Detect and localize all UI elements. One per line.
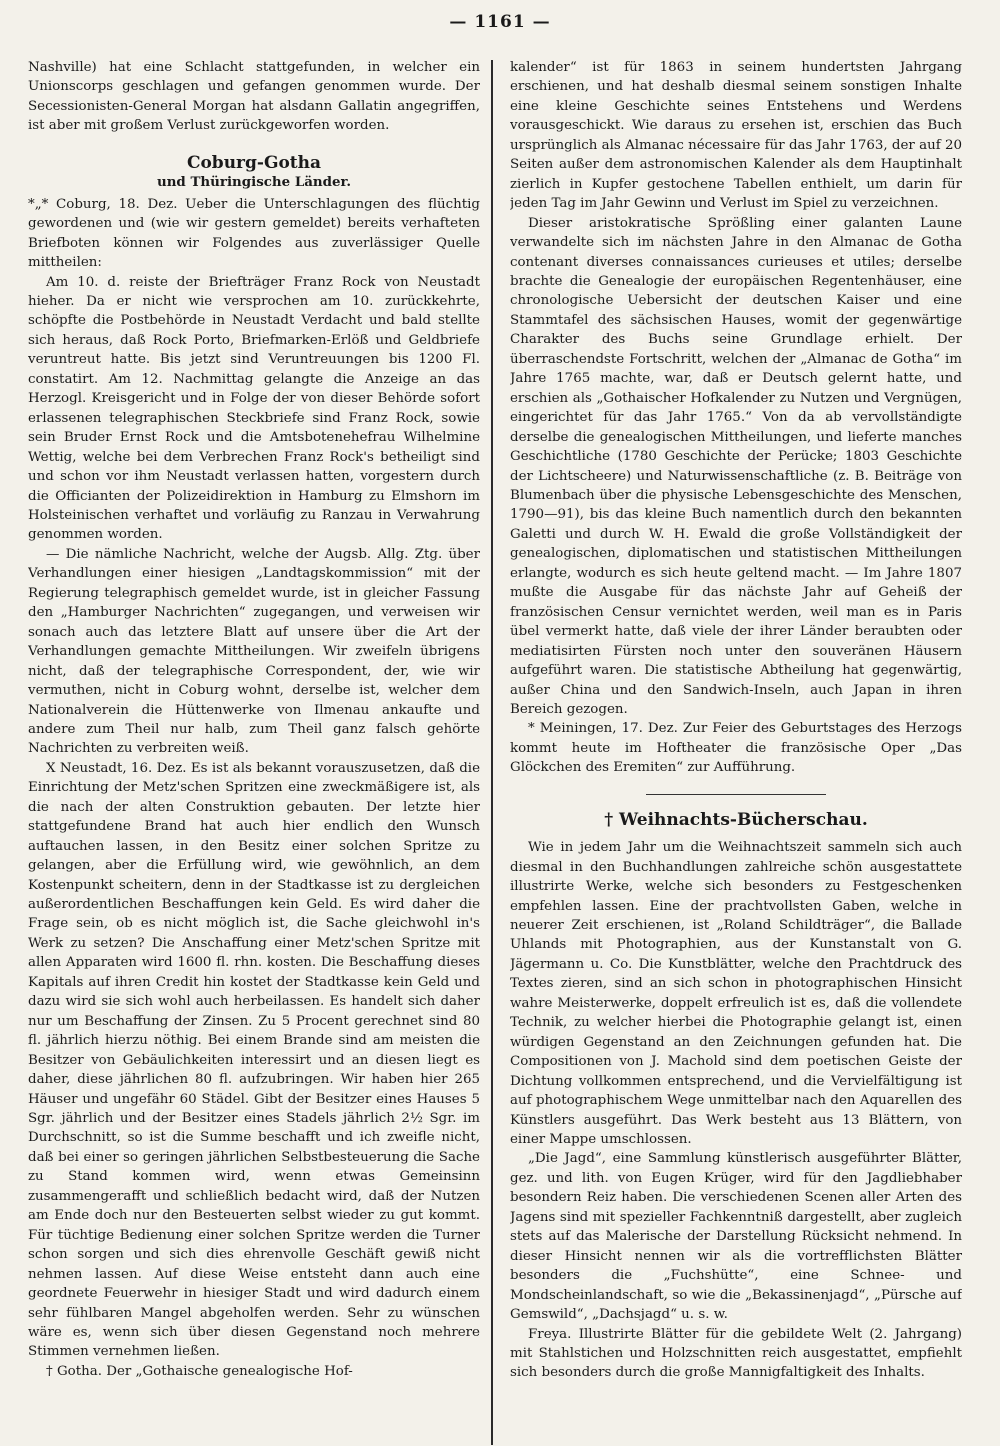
paragraph: * Meiningen, 17. Dez. Zur Feier des Geburtstages des Herzogs kommt heute im Hoftheater die französische Oper „Das Glöckchen des Eremiten“ zur Aufführung. (510, 721, 962, 776)
paragraph: Am 10. d. reiste der Briefträger Franz Rock von Neustadt hieher. Da er nicht wie versprochen am 10. zurückkehrte, schöpfte die Postbehörde in Neustadt Verdacht und bald stellte sich heraus, daß Rock Porto, Briefmarken-Erlöß und Geldbriefe veruntreut hatte. Bis jetzt sind Veruntreuungen bis 1200 Fl. constatirt. Am 12. Nachmittag gelangte die Anzeige an das Herzogl. Kreisgericht und in Folge der von dieser Behörde sofort erlassenen telegraphischen Steckbriefe sind Franz Rock, sowie sein Bruder Ernst Rock und die Amtsbotenehefrau Wilhelmine Wettig, welche bei dem Verbrechen Franz Rock's betheiligt sind und schon vor ihm Neustadt verlassen hatten, vorgestern durch die Officianten der Polizeidirektion in Hamburg zu Elmshorn im Holsteinischen verhaftet und vorläufig zu Ranzau in Verwahrung genommen worden. (28, 274, 480, 543)
page-number: — 1161 — (449, 12, 551, 32)
paragraph: X Neustadt, 16. Dez. Es ist als bekannt vorauszusetzen, daß die Einrichtung der Metz'schen Spritzen eine zweckmäßigere ist, als die nach der alten Construktion gebauten. Der letzte hier stattgefundene Brand hat auch hier endlich den Wunsch auftauchen lassen, in den Besitz einer solchen Spritze zu gelangen, aber die Erfüllung wird, wie gewöhnlich, an dem Kostenpunkt scheitern, denn in der Stadtkasse ist zu dergleichen außerordentlichen Beschaffungen kein Geld. Es wird daher die Frage sein, ob es nicht möglich ist, die Sache gleichwohl in's Werk zu setzen? Die Anschaffung einer Metz'schen Spritze mit allen Apparaten wird 1600 fl. rhn. kosten. Die Beschaffung dieses Kapitals auf ihren Credit hin kostet der Stadtkasse kein Geld und dazu wird sie sich wohl auch herbeilassen. Es handelt sich daher nur um Beschaffung der Zinsen. Zu 5 Procent gerechnet sind 80 fl. jährlich hierzu nöthig. Bei einem Brande sind am meisten die Besitzer von Gebäulichkeiten interessirt und an diesen liegt es daher, diese jährlichen 80 fl. aufzubringen. Wir haben hier 265 Häuser und ungefähr 60 Städel. Gibt der Besitzer eines Hauses 5 Sgr. jährlich und der Besitzer eines Stadels jährlich 2½ Sgr. im Durchschnitt, so ist die Summe beschafft und ich zweifle nicht, daß bei einer so geringen jährlichen Selbstbesteuerung die Sache zu Stand kommen wird, wenn etwas Gemeinsinn zusammengerafft und schließlich bedacht wird, daß der Nutzen am Ende doch nur den Besteuerten selbst wieder zu gut kommt. Für tüchtige Bedienung einer solchen Spritze werden die Turner schon sorgen und sich dies ehrenvolle Geschäft gewiß nicht nehmen lassen. Auf diese Weise entsteht dann auch eine geordnete Feuerwehr in hiesiger Stadt und wird dadurch einem sehr fühlbaren Mangel abgeholfen werden. Sehr zu wünschen wäre es, wenn sich über diesen Gegenstand noch mehrere Stimmen vernehmen ließen. (28, 760, 480, 1360)
left-column (28, 58, 480, 1438)
section-title: Coburg-Gotha (186, 152, 322, 173)
paragraph: „Die Jagd“, eine Sammlung künstlerisch ausgeführter Blätter, gez. und lith. von Eugen Krüger, wird für den Jagdliebhaber besondern Reiz haben. Die verschiedenen Scenen aller Arten des Jagens sind mit spezieller Fachkenntniß dargestellt, aber zugleich stets auf das Malerische der Darstellung Rücksicht nehmend. In dieser Hinsicht nennen wir als die vortrefflichsten Blätter besonders die „Fuchshütte“, eine Schnee- und Mondscheinlandschaft, so wie die „Bekassinenjagd“, „Pürsche auf Gemswild“, „Dachsjagd“ u. s. w. (510, 1151, 962, 1323)
paragraph: — Die nämliche Nachricht, welche der Augsb. Allg. Ztg. über Verhandlungen einer hiesigen „Landtagskommission“ mit der Regierung telegraphisch gemeldet wurde, ist in gleicher Fassung den „Hamburger Nachrichten“ zugegangen, und verweisen wir sonach auch das letztere Blatt auf unsere über die Art der Verhandlungen gemachte Mittheilungen. Wir zweifeln übrigens nicht, daß der telegraphische Correspondent, der, wie wir vermuthen, nicht in Coburg wohnt, derselbe ist, welcher dem Nationalverein die Hüttenwerke von Ilmenau ankaufte und andere zum Theil nur halb, zum Theil ganz falsch gehörte Nachrichten zu verbreiten weiß. (28, 546, 480, 757)
paragraph: Freya. Illustrirte Blätter für die gebildete Welt (2. Jahrgang) mit Stahlstichen und Holzschnitten reich ausgestattet, empfiehlt sich besonders durch die große Mannigfaltigkeit des Inhalts. (510, 1326, 962, 1381)
paragraph: † Gotha. Der „Gothaische genealogische Hof- (46, 1363, 353, 1379)
section-title: † Weihnachts-Bücherschau. (604, 809, 868, 830)
paragraph: Nashville) hat eine Schlacht stattgefunden, in welcher ein Unionscorps geschlagen und gefangen genommen wurde. Der Secessionisten-General Morgan hat alsdann Gallatin angegriffen, ist aber mit großem Verlust zurückgeworfen worden. (28, 60, 480, 134)
paragraph: Dieser aristokratische Sprößling einer galanten Laune verwandelte sich im nächsten Jahre in den Almanac de Gotha contenant diverses connaissances curieuses et utiles; derselbe brachte die Genealogie der europäischen Regentenhäuser, eine chronologische Uebersicht der deutschen Kaiser und eine Stammtafel des sächsischen Hauses, womit der gegenwärtige Charakter des Buchs seine Grundlage erhielt. Der überraschendste Fortschritt, welchen der „Almanac de Gotha“ im Jahre 1765 machte, war, daß er Deutsch gelernt hatte, und erschien als „Gothaischer Hofkalender zu Nutzen und Vergnügen, eingerichtet für das Jahr 1765.“ Von da ab vervollständigte derselbe die genealogischen Mittheilungen, und lieferte manches Geschichtliche (1780 Geschichte der Perücke; 1803 Geschichte der Lichtscheere) und Naturwissenschaftliche (z. B. Beiträge von Blumenbach über die physische Lebensgeschichte des Menschen, 1790—91), bis das kleine Buch namentlich durch den bekannten Galetti und durch W. H. Ewald die große Vollständigkeit der genealogischen, diplomatischen und statistischen Mittheilungen erlangte, wodurch es sich heute geltend macht. — Im Jahre 1807 mußte die Ausgabe für das nächste Jahr auf Geheiß der französischen Censur vernichtet werden, weil man es in Paris übel vermerkt hatte, daß viele der ihrer Länder beraubten oder mediatisirten Fürsten noch unter den souveränen Häusern aufgeführt waren. Die statistische Abtheilung hat gegenwärtig, außer China und den Sandwich-Inseln, auch Japan in ihren Bereich gezogen. (510, 215, 962, 717)
section-subtitle: und Thüringische Länder. (156, 174, 352, 191)
section-divider (646, 794, 826, 795)
paragraph: *„* Coburg, 18. Dez. Ueber die Unterschlagungen des flüchtig gewordenen und (wie wir gestern gemeldet) bereits verhafteten Briefboten können wir Folgendes aus zuverlässiger Quelle mittheilen: (28, 196, 480, 271)
right-column (510, 58, 962, 1438)
paragraph: Wie in jedem Jahr um die Weihnachtszeit sammeln sich auch diesmal in den Buchhandlungen zahlreiche schön ausgestattete illustrirte Werke, welche sich besonders zu Festgeschenken empfehlen lassen. Eine der prachtvollsten Gaben, welche in neuerer Zeit erschienen, ist „Roland Schildträger“, die Ballade Uhlands mit Photographien, aus der Kunstanstalt von G. Jägermann u. Co. Die Kunstblätter, welche den Prachtdruck des Textes zieren, sind an sich schon in photographischen Hinsicht wahre Meisterwerke, doppelt erfreulich ist es, daß die vollendete Technik, zu welcher hierbei die Photographie gelangt ist, einen würdigen Gegenstand an den Zeichnungen gefunden hat. Die Compositionen von J. Machold sind dem poetischen Geiste der Dichtung vollkommen entsprechend, und die Vervielfältigung ist auf photographischem Wege unmittelbar nach den Aquarellen des Künstlers ausgeführt. Das Werk besteht aus 13 Blättern, von einer Mappe umschlossen. (510, 840, 962, 1148)
column-divider (491, 60, 493, 1445)
paragraph: kalender“ ist für 1863 in seinem hundertsten Jahrgang erschienen, und hat deshalb diesmal seinem sonstigen Inhalte eine kleine Geschichte seines Entstehens und Werdens vorausgeschickt. Wie daraus zu ersehen ist, erschien das Buch ursprünglich als Almanac nécessaire für das Jahr 1763, der auf 20 Seiten außer dem astronomischen Kalender als dem Hauptinhalt zierlich in Kupfer gestochene Tabellen enthielt, um darin für jeden Tag im Jahr Gewinn und Verlust im Spiel zu verzeichnen. (510, 60, 962, 212)
